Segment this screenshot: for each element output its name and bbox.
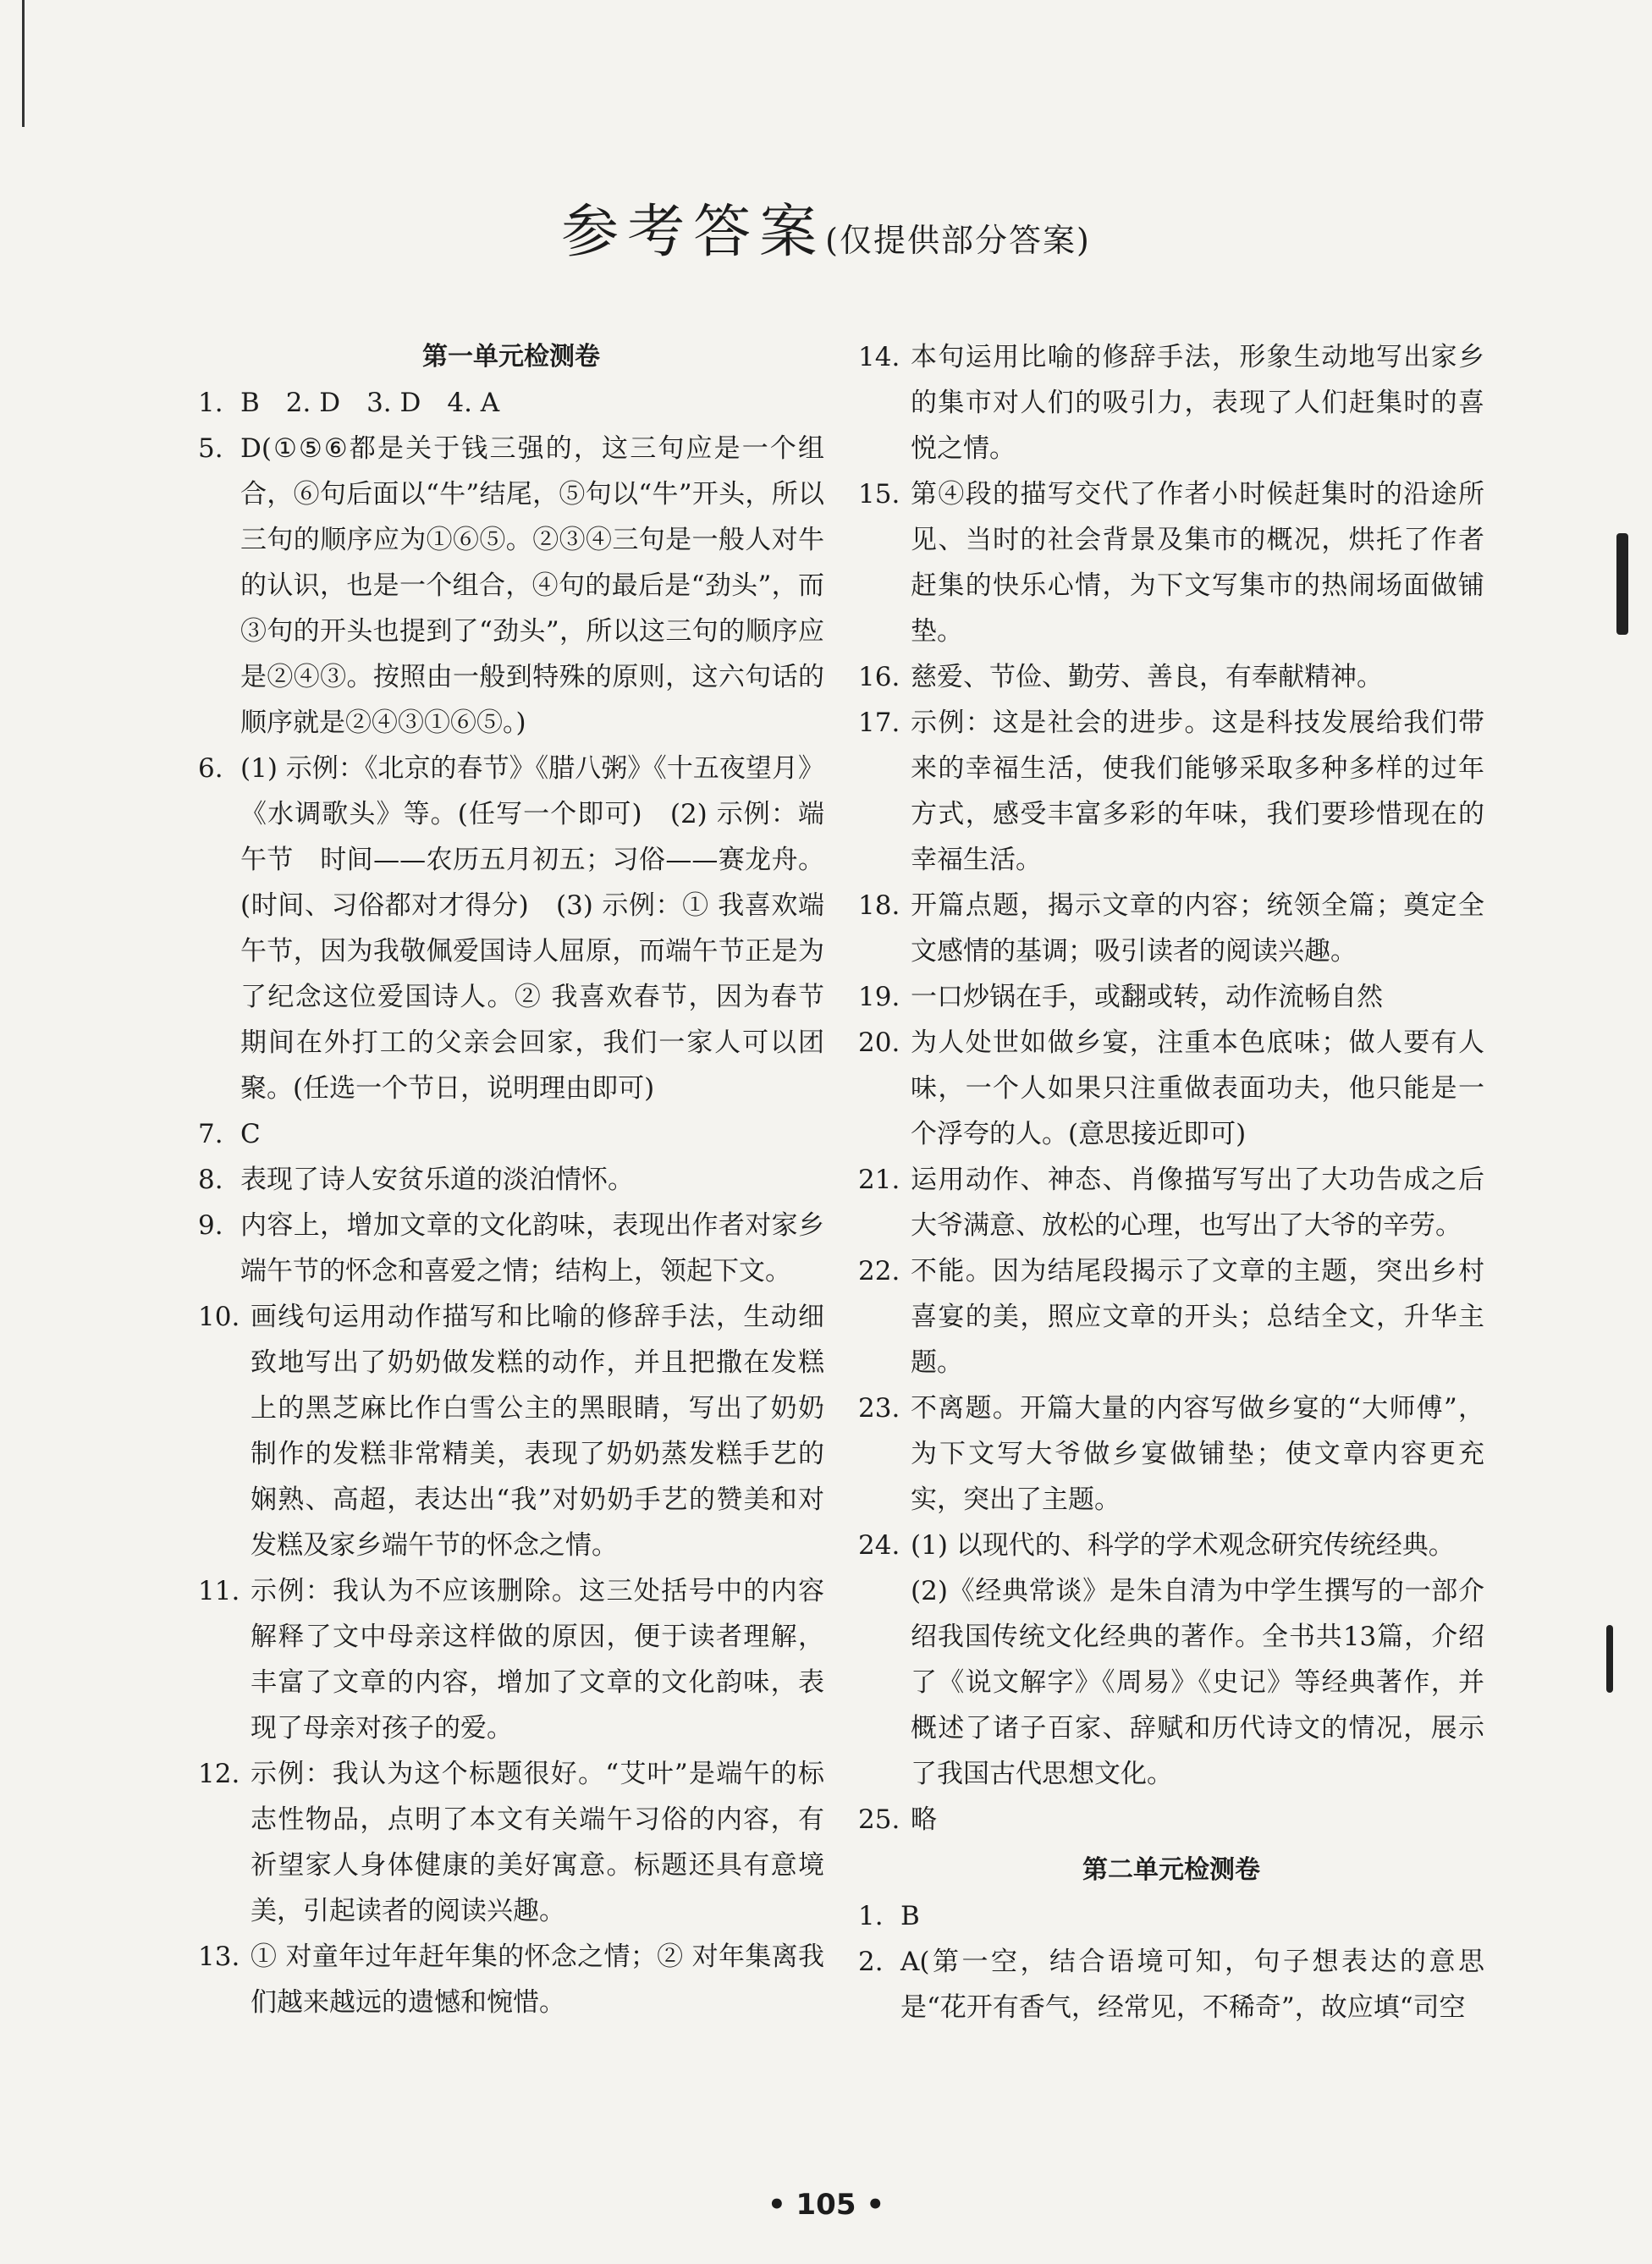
item-text: 本句运用比喻的修辞手法，形象生动地写出家乡的集市对人们的吸引力，表现了人们赶集时的喜悦之情。 xyxy=(911,342,1484,464)
answer-item xyxy=(858,1797,1484,1843)
item-number: 5. xyxy=(198,433,223,464)
answer-item xyxy=(858,1523,1484,1568)
item-text: D(①⑤⑥都是关于钱三强的，这三句应是一个组合，⑥句后面以“牛”结尾，⑤句以“牛”开头，所以三句的顺序应为①⑥⑤。②③④三句是一般人对牛的认识，也是一个组合，④句的最后是“劲头”，而③句的开头也提到了“劲头”，所以这三句的顺序应是②④③。按照由一般到特殊的原则，这六句话的顺序就是②④③①⑥⑤。) xyxy=(240,433,824,738)
page-title xyxy=(0,186,1652,268)
item-number: 9. xyxy=(198,1210,223,1241)
binding-line xyxy=(22,0,25,127)
item-number: 2. xyxy=(858,1947,884,1977)
answer-item xyxy=(858,1248,1484,1385)
answer-subpart: (2)《经典常谈》是朱自清为中学生撰写的一部介绍我国传统文化经典的著作。全书共13篇，介绍了《说文解字》《周易》《史记》等经典著作，并概述了诸子百家、辞赋和历代诗文的情况，展示了我国古代思想文化。 xyxy=(911,1576,1484,1789)
item-number: 24. xyxy=(858,1530,900,1561)
answer-item xyxy=(858,1939,1484,2030)
item-number: 16. xyxy=(858,662,900,692)
answer-item xyxy=(858,974,1484,1020)
answer-item xyxy=(198,1157,824,1203)
item-text: (1) 示例：《北京的春节》《腊八粥》《十五夜望月》《水调歌头》等。(任写一个即可) (2) 示例：端午节 时间——农历五月初五；习俗——赛龙舟。(时间、习俗都对才得分) (3) 示例：① 我喜欢端午节，因为我敬佩爱国诗人屈原，而端午节正是为了纪念这位爱国诗人。② 我喜欢春节，因为春节期间在外打工的父亲会回家，我们一家人可以团聚。(任选一个节日，说明理由即可) xyxy=(240,753,824,1104)
title-subtitle: (仅提供部分答案) xyxy=(825,222,1091,259)
item-text: 示例：我认为不应该删除。这三处括号中的内容解释了文中母亲这样做的原因，便于读者理解，丰富了文章的内容，增加了文章的文化韵味，表现了母亲对孩子的爱。 xyxy=(251,1576,824,1743)
item-text: 不离题。开篇大量的内容写做乡宴的“大师傅”，为下文写大爷做乡宴做铺垫；使文章内容更充实，突出了主题。 xyxy=(911,1393,1484,1515)
item-number: 14. xyxy=(858,342,900,372)
item-number: 1. xyxy=(858,1901,884,1931)
item-text: 略 xyxy=(911,1804,937,1835)
item-number: 17. xyxy=(858,708,900,738)
item-text: 示例：这是社会的进步。这是科技发展给我们带来的幸福生活，使我们能够采取多种多样的过年方式，感受丰富多彩的年味，我们要珍惜现在的幸福生活。 xyxy=(911,708,1484,875)
item-number: 12. xyxy=(198,1759,240,1789)
page-mark xyxy=(1606,1625,1613,1693)
answer-item xyxy=(198,1751,824,1934)
item-number: 10. xyxy=(198,1302,240,1332)
title-main: 参考答案 xyxy=(561,199,826,266)
page-mark xyxy=(1616,533,1628,635)
item-number: 7. xyxy=(198,1119,223,1149)
item-number: 20. xyxy=(858,1027,900,1058)
answer-item xyxy=(858,1893,1484,1939)
item-number: 6. xyxy=(198,753,223,784)
item-number: 11. xyxy=(198,1576,240,1606)
left-column xyxy=(198,334,824,2025)
answer-item xyxy=(858,471,1484,654)
item-text: 内容上，增加文章的文化韵味，表现出作者对家乡端午节的怀念和喜爱之情；结构上，领起下文。 xyxy=(240,1210,824,1286)
answer-item xyxy=(858,1020,1484,1157)
item-text: 慈爱、节俭、勤劳、善良，有奉献精神。 xyxy=(911,662,1383,692)
item-number: 19. xyxy=(858,982,900,1012)
item-number: 8. xyxy=(198,1165,223,1195)
answer-item xyxy=(198,1294,824,1568)
item-number: 22. xyxy=(858,1256,900,1286)
item-text: ① 对童年过年赶年集的怀念之情；② 对年集离我们越来越远的遗憾和惋惜。 xyxy=(251,1942,824,2018)
answer-item xyxy=(198,1568,824,1751)
item-number: 1. xyxy=(198,388,223,418)
item-text: C xyxy=(240,1119,261,1149)
answer-item xyxy=(198,1934,824,2025)
item-text: A(第一空，结合语境可知，句子想表达的意思是“花开有香气，经常见，不稀奇”，故应填“司空 xyxy=(900,1947,1484,2023)
item-number: 21. xyxy=(858,1165,900,1195)
answer-item xyxy=(858,1157,1484,1248)
item-text: 不能。因为结尾段揭示了文章的主题，突出乡村喜宴的美，照应文章的开头；总结全文，升华主题。 xyxy=(911,1256,1484,1378)
answer-item xyxy=(198,746,824,1111)
page-number: • 105 • xyxy=(767,2188,885,2222)
item-text: (1) 以现代的、科学的学术观念研究传统经典。 xyxy=(911,1530,1455,1561)
answer-item xyxy=(198,1111,824,1157)
item-text: 为人处世如做乡宴，注重本色底味；做人要有人味，一个人如果只注重做表面功夫，他只能是一个浮夸的人。(意思接近即可) xyxy=(911,1027,1484,1149)
item-number: 18. xyxy=(858,890,900,921)
item-text: 示例：我认为这个标题很好。“艾叶”是端午的标志性物品，点明了本文有关端午习俗的内容，有祈望家人身体健康的美好寓意。标题还具有意境美，引起读者的阅读兴趣。 xyxy=(251,1759,824,1926)
answer-item xyxy=(858,1385,1484,1523)
item-number: 23. xyxy=(858,1393,900,1424)
answer-item xyxy=(858,334,1484,471)
right-column xyxy=(858,334,1484,2030)
answer-item xyxy=(858,654,1484,700)
item-text: 第④段的描写交代了作者小时候赶集时的沿途所见、当时的社会背景及集市的概况，烘托了作者赶集的快乐心情，为下文写集市的热闹场面做铺垫。 xyxy=(911,479,1484,647)
item-number: 13. xyxy=(198,1942,240,1972)
answer-item xyxy=(858,883,1484,974)
item-text: B xyxy=(900,1901,920,1931)
item-text: 一口炒锅在手，或翻或转，动作流畅自然 xyxy=(911,982,1383,1012)
section-title: 第一单元检测卷 xyxy=(422,342,600,372)
answer-item xyxy=(198,1203,824,1294)
answer-item xyxy=(198,380,824,426)
item-number: 15. xyxy=(858,479,900,510)
answer-item xyxy=(198,426,824,746)
item-text: 开篇点题，揭示文章的内容；统领全篇；奠定全文感情的基调；吸引读者的阅读兴趣。 xyxy=(911,890,1484,967)
answer-item xyxy=(858,700,1484,883)
item-number: 25. xyxy=(858,1804,900,1835)
item-text: B 2. D 3. D 4. A xyxy=(240,388,500,418)
section-title: 第二单元检测卷 xyxy=(1082,1855,1260,1885)
item-text: 运用动作、神态、肖像描写写出了大功告成之后大爷满意、放松的心理，也写出了大爷的辛劳。 xyxy=(911,1165,1484,1241)
item-text: 画线句运用动作描写和比喻的修辞手法，生动细致地写出了奶奶做发糕的动作，并且把撒在发糕上的黑芝麻比作白雪公主的黑眼睛，写出了奶奶制作的发糕非常精美，表现了奶奶蒸发糕手艺的娴熟、高超，表达出“我”对奶奶手艺的赞美和对发糕及家乡端午节的怀念之情。 xyxy=(251,1302,824,1561)
item-text: 表现了诗人安贫乐道的淡泊情怀。 xyxy=(240,1165,634,1195)
